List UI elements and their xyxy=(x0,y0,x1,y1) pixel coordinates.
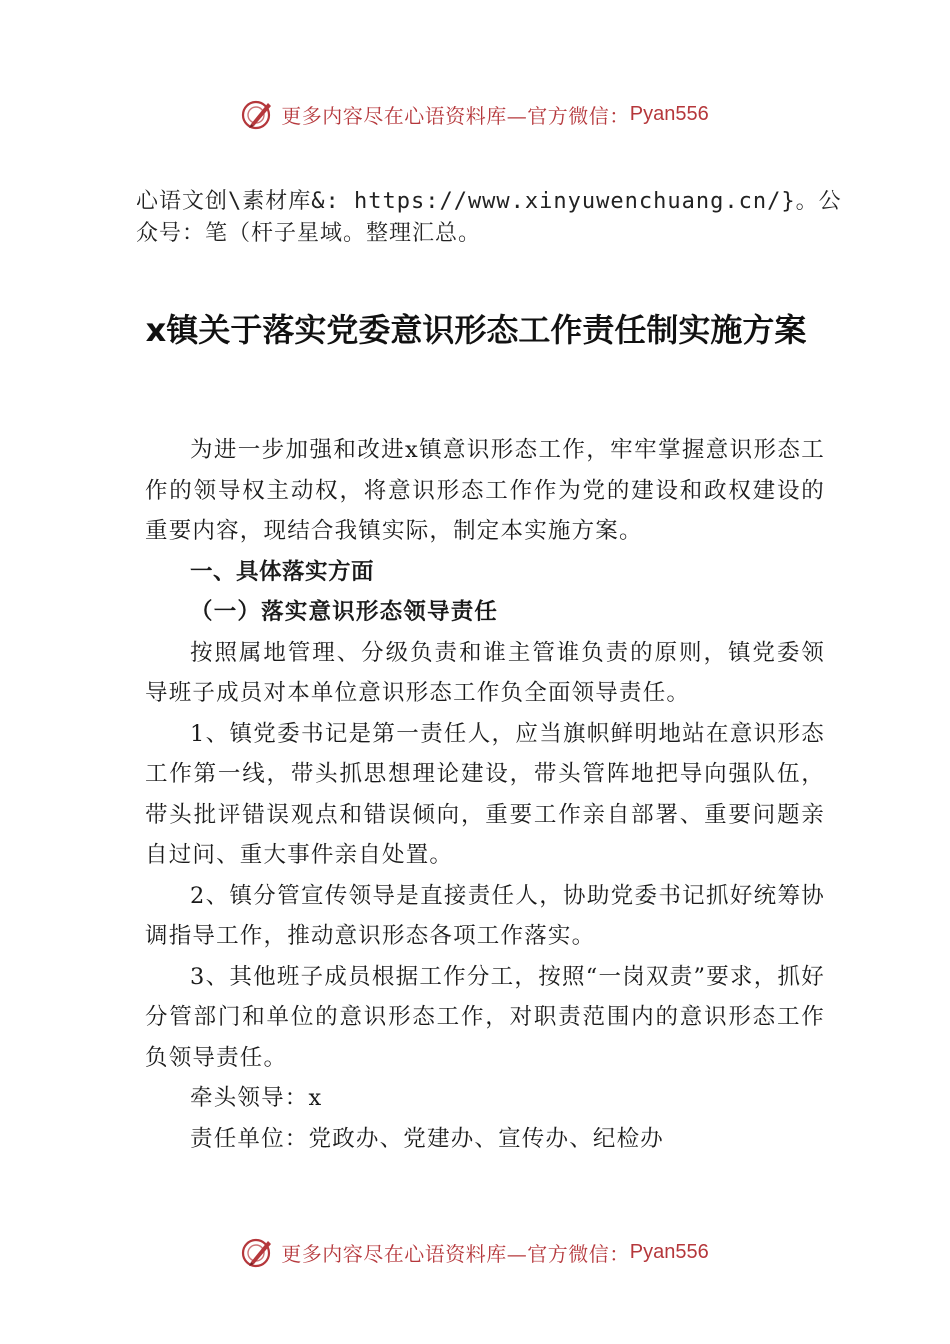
source-note: 心语文创\素材库&: https://www.xinyuwenchuang.cn/}。公众号：笔（杆子星域。整理汇总。 xyxy=(136,189,842,246)
section-heading-1: 一、具体落实方面 xyxy=(190,558,375,585)
lead-leader: 牵头领导：x xyxy=(190,1085,323,1111)
pen-logo-icon xyxy=(241,97,275,131)
banner-text: 更多内容尽在心语资料库—官方微信： xyxy=(281,1241,630,1266)
paragraph-item-3: 3、其他班子成员根据工作分工，按照“一岗双责”要求，抓好分管部门和单位的意识形态工作，对职责范围内的意识形态工作负领导责任。 xyxy=(145,963,825,1071)
header-banner xyxy=(0,92,950,136)
paragraph-item-1: 1、镇党委书记是第一责任人，应当旗帜鲜明地站在意识形态工作第一线，带头抓思想理论建设，带头管阵地把导向强队伍，带头批评错误观点和错误倾向，重要工作亲自部署、重要问题亲自过问、重大事件亲自处置。 xyxy=(145,720,825,868)
banner-wechat-id: Pyan556 xyxy=(629,102,709,125)
pen-logo-icon xyxy=(241,1235,275,1269)
intro-paragraph: 为进一步加强和改进x镇意识形态工作，牢牢掌握意识形态工作的领导权主动权，将意识形态工作作为党的建设和政权建设的重要内容，现结合我镇实际，制定本实施方案。 xyxy=(145,437,825,544)
responsible-units: 责任单位：党政办、党建办、宣传办、纪检办 xyxy=(190,1125,665,1152)
footer-banner xyxy=(0,1230,950,1274)
banner-wechat-id: Pyan556 xyxy=(629,1240,709,1263)
subsection-heading-1: （一）落实意识形态领导责任 xyxy=(190,599,499,625)
document-body xyxy=(145,430,825,1159)
paragraph-principle: 按照属地管理、分级负责和谁主管谁负责的原则，镇党委领导班子成员对本单位意识形态工作负全面领导责任。 xyxy=(145,639,825,706)
paragraph-item-2: 2、镇分管宣传领导是直接责任人，协助党委书记抓好统筹协调指导工作，推动意识形态各项工作落实。 xyxy=(145,882,825,949)
document-title: x镇关于落实党委意识形态工作责任制实施方案 xyxy=(145,311,807,349)
banner-text: 更多内容尽在心语资料库—官方微信： xyxy=(281,103,630,128)
